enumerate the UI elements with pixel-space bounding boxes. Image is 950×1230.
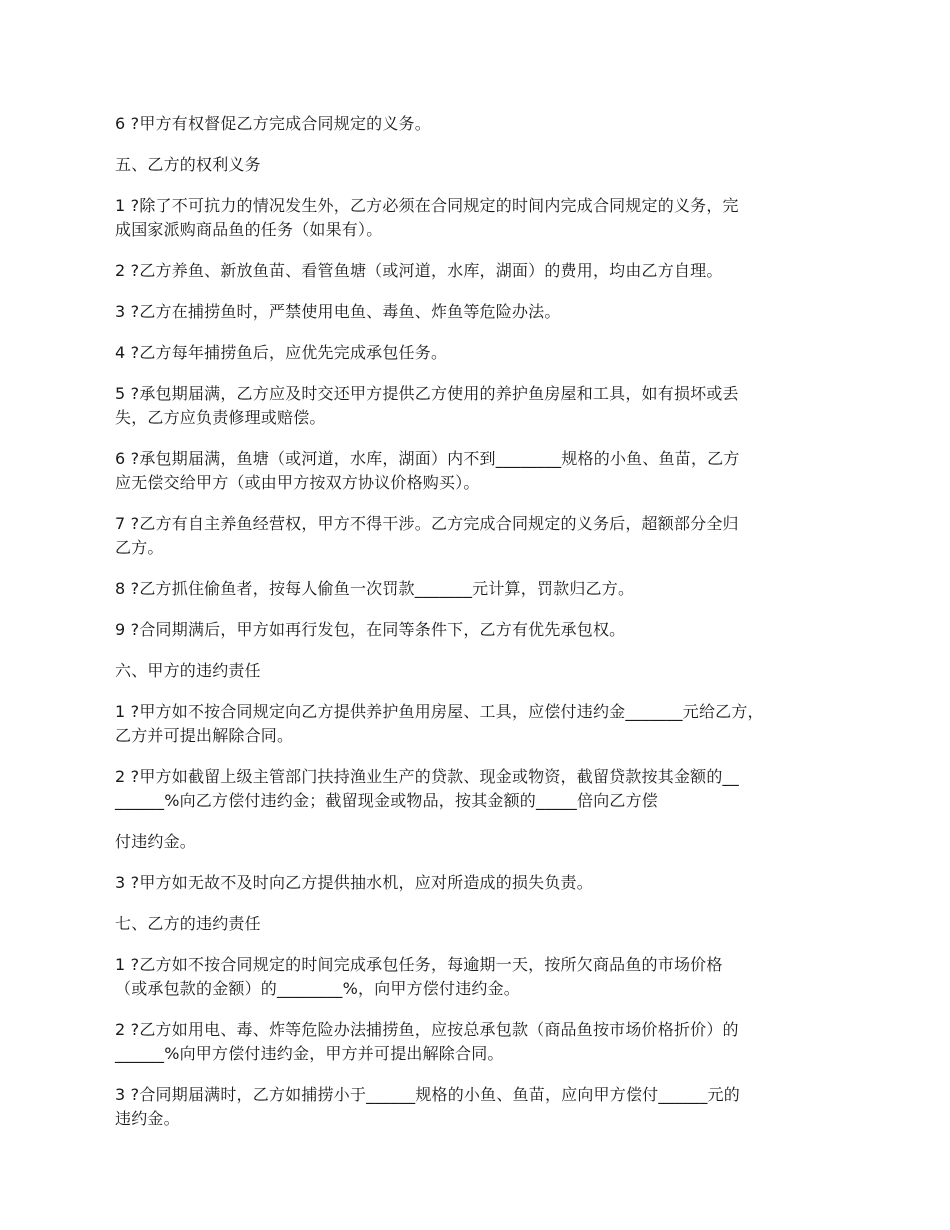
paragraph-line: 六、甲方的违约责任 <box>115 661 261 680</box>
paragraph-line: 2 ?乙方养鱼、新放鱼苗、看管鱼塘（或河道，水库，湖面）的费用，均由乙方自理。 <box>115 261 723 280</box>
paragraph-line: 成国家派购商品鱼的任务（如果有）。 <box>115 220 383 239</box>
paragraph-line: 8 ?乙方抓住偷鱼者，按每人偷鱼一次罚款_______元计算，罚款归乙方。 <box>115 579 635 598</box>
paragraph <box>115 153 835 177</box>
paragraph-line: 乙方。 <box>115 538 164 557</box>
paragraph <box>115 341 835 365</box>
paragraph-line: 违约金。 <box>115 1109 180 1128</box>
paragraph <box>115 112 835 136</box>
paragraph-line: ______%向甲方偿付违约金，甲方并可提出解除合同。 <box>115 1044 504 1063</box>
paragraph-line: 1 ?除了不可抗力的情况发生外，乙方必须在合同规定的时间内完成合同规定的义务，完 <box>115 196 739 215</box>
paragraph-line: （或承包款的金额）的________%，向甲方偿付违约金。 <box>115 979 521 998</box>
paragraph <box>115 259 835 283</box>
paragraph <box>115 300 835 324</box>
paragraph-line: 9 ?合同期满后，甲方如再行发包，在同等条件下，乙方有优先承包权。 <box>115 620 626 639</box>
paragraph <box>115 447 835 495</box>
paragraph-line: 4 ?乙方每年捕捞鱼后，应优先完成承包任务。 <box>115 343 448 362</box>
paragraph-line: 1 ?甲方如不按合同规定向乙方提供养护鱼用房屋、工具，应偿付违约金_______元给乙方， <box>115 702 764 721</box>
paragraph <box>115 382 835 430</box>
paragraph <box>115 1018 835 1066</box>
paragraph-line: 2 ?甲方如截留上级主管部门扶持渔业生产的贷款、现金或物资，截留贷款按其金额的__ <box>115 767 739 786</box>
paragraph-line: 应无偿交给甲方（或由甲方按双方协议价格购买）。 <box>115 473 480 492</box>
paragraph-line: 1 ?乙方如不按合同规定的时间完成承包任务，每逾期一天，按所欠商品鱼的市场价格 <box>115 955 723 974</box>
paragraph <box>115 577 835 601</box>
paragraph-line: 五、乙方的权利义务 <box>115 155 261 174</box>
paragraph <box>115 512 835 560</box>
paragraph <box>115 953 835 1001</box>
paragraph-line: 失，乙方应负责修理或赔偿。 <box>115 408 326 427</box>
paragraph-line: 6 ?甲方有权督促乙方完成合同规定的义务。 <box>115 114 431 133</box>
paragraph <box>115 765 835 813</box>
paragraph-line: 5 ?承包期届满，乙方应及时交还甲方提供乙方使用的养护鱼房屋和工具，如有损坏或丢 <box>115 384 739 403</box>
paragraph-line: 3 ?合同期届满时，乙方如捕捞小于______规格的小鱼、鱼苗，应向甲方偿付______元的 <box>115 1085 740 1104</box>
paragraph <box>115 659 835 683</box>
paragraph-line: 2 ?乙方如用电、毒、炸等危险办法捕捞鱼，应按总承包款（商品鱼按市场价格折价）的 <box>115 1020 739 1039</box>
paragraph <box>115 871 835 895</box>
paragraph <box>115 830 835 854</box>
paragraph-line: 6 ?承包期届满，鱼塘（或河道，水库，湖面）内不到________规格的小鱼、鱼苗，乙方 <box>115 449 740 468</box>
paragraph-line: 付违约金。 <box>115 832 197 851</box>
paragraph-line: 7 ?乙方有自主养鱼经营权，甲方不得干涉。乙方完成合同规定的义务后，超额部分全归 <box>115 514 739 533</box>
paragraph-line: 乙方并可提出解除合同。 <box>115 726 294 745</box>
document-body <box>115 112 835 1148</box>
paragraph-line: ______%向乙方偿付违约金；截留现金或物品，按其金额的_____倍向乙方偿 <box>115 791 659 810</box>
paragraph-line: 七、乙方的违约责任 <box>115 914 261 933</box>
paragraph <box>115 618 835 642</box>
paragraph <box>115 1083 835 1131</box>
paragraph <box>115 700 835 748</box>
paragraph-line: 3 ?乙方在捕捞鱼时，严禁使用电鱼、毒鱼、炸鱼等危险办法。 <box>115 302 561 321</box>
paragraph <box>115 912 835 936</box>
paragraph-line: 3 ?甲方如无故不及时向乙方提供抽水机，应对所造成的损失负责。 <box>115 873 593 892</box>
paragraph <box>115 194 835 242</box>
